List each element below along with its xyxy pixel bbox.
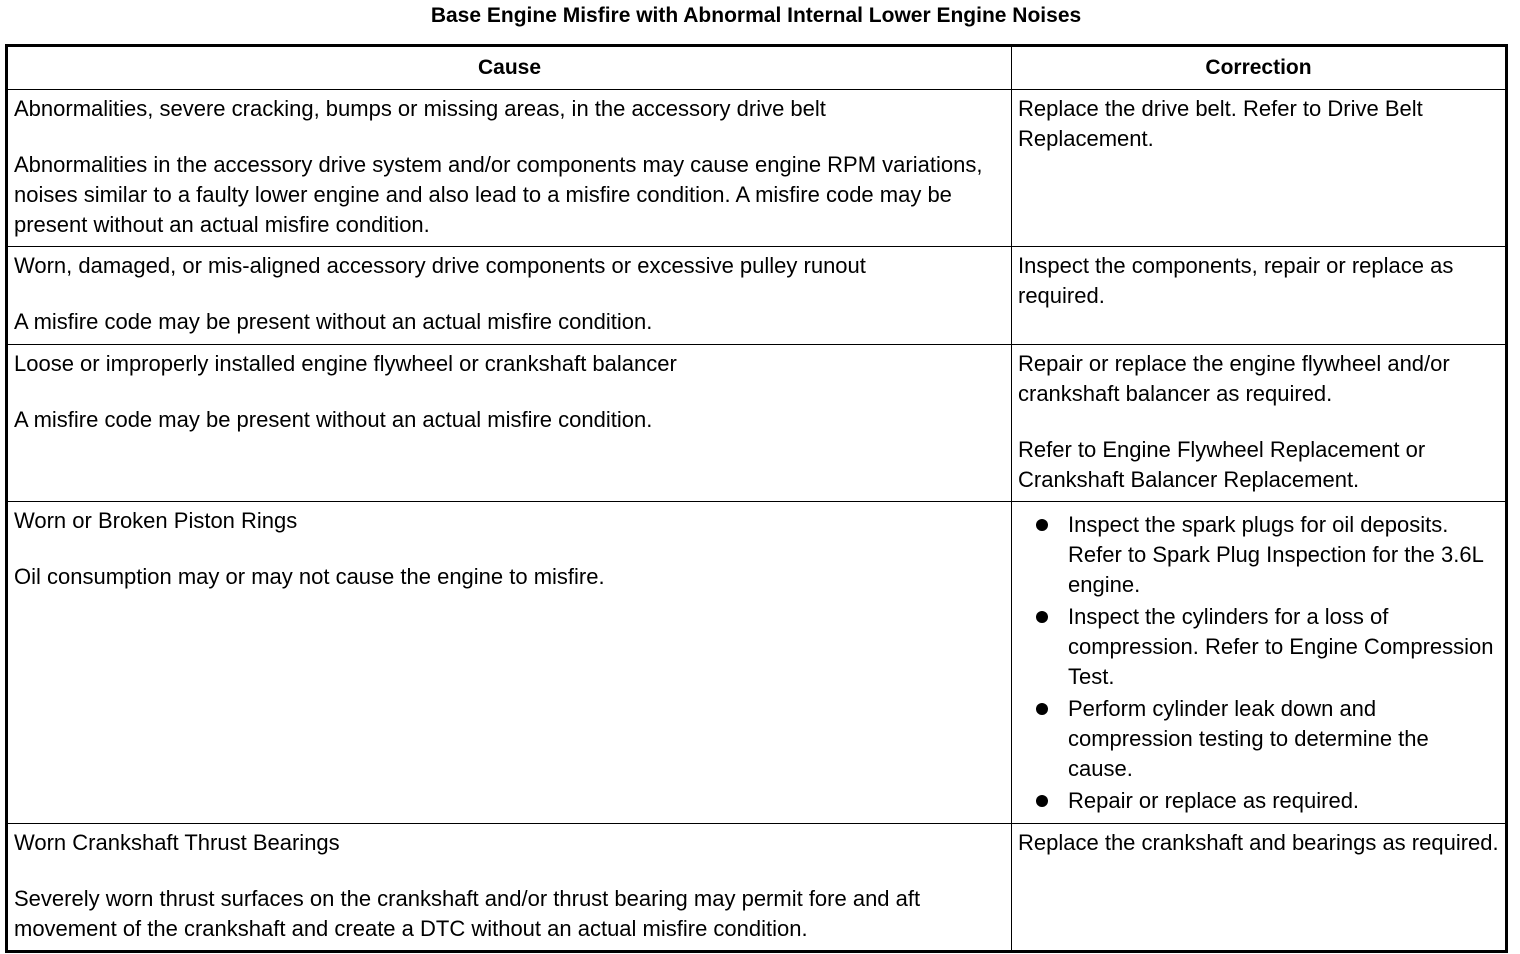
correction-cell bbox=[1012, 247, 1507, 345]
table-row bbox=[7, 90, 1507, 247]
cause-note: Severely worn thrust surfaces on the crankshaft and/or thrust bearing may permit fore and aft movement of the crankshaft and create a DTC without an actual misfire condition. bbox=[14, 886, 921, 941]
table-row bbox=[7, 502, 1507, 824]
cause-note: Oil consumption may or may not cause the engine to misfire. bbox=[14, 564, 605, 589]
cause-text: Worn or Broken Piston Rings bbox=[14, 508, 298, 533]
correction-cell bbox=[1012, 502, 1507, 824]
cause-cell bbox=[7, 824, 1012, 952]
correction-text: Repair or replace the engine flywheel and/or crankshaft balancer as required. bbox=[1018, 351, 1450, 406]
cause-cell bbox=[7, 502, 1012, 824]
correction-bullet: Inspect the cylinders for a loss of compression. Refer to Engine Compression Test. bbox=[1068, 602, 1499, 692]
cause-note: Abnormalities in the accessory drive system and/or components may cause engine RPM variations, noises similar to a faulty lower engine and also lead to a misfire condition. A misfire code may be present without an actual misfire condition. bbox=[14, 152, 983, 237]
misfire-table bbox=[5, 44, 1508, 953]
correction-cell bbox=[1012, 824, 1507, 952]
correction-reference: Refer to Engine Flywheel Replacement or Crankshaft Balancer Replacement. bbox=[1018, 437, 1426, 492]
correction-text: Replace the crankshaft and bearings as required. bbox=[1018, 830, 1499, 855]
correction-bullet: Inspect the spark plugs for oil deposits. Refer to Spark Plug Inspection for the 3.6L engine. bbox=[1068, 510, 1499, 600]
cause-text: Loose or improperly installed engine flywheel or crankshaft balancer bbox=[14, 351, 677, 376]
correction-text: Replace the drive belt. Refer to Drive Belt Replacement. bbox=[1018, 96, 1423, 151]
correction-list bbox=[1018, 510, 1499, 816]
cause-cell bbox=[7, 345, 1012, 502]
correction-cell bbox=[1012, 90, 1507, 247]
table-row bbox=[7, 247, 1507, 345]
cause-note: A misfire code may be present without an actual misfire condition. bbox=[14, 309, 653, 334]
table-title: Base Engine Misfire with Abnormal Internal Lower Engine Noises bbox=[430, 4, 1082, 27]
table-row bbox=[7, 824, 1507, 952]
correction-text: Inspect the components, repair or replace as required. bbox=[1018, 253, 1454, 308]
cause-note: A misfire code may be present without an actual misfire condition. bbox=[14, 407, 653, 432]
cause-text: Worn Crankshaft Thrust Bearings bbox=[14, 830, 340, 855]
cause-text: Abnormalities, severe cracking, bumps or missing areas, in the accessory drive belt bbox=[14, 96, 826, 121]
table-row bbox=[7, 345, 1507, 502]
correction-bullet: Perform cylinder leak down and compression testing to determine the cause. bbox=[1068, 694, 1499, 784]
correction-bullet: Repair or replace as required. bbox=[1068, 786, 1499, 816]
header-cause: Cause bbox=[7, 46, 1012, 90]
header-row bbox=[7, 46, 1507, 90]
correction-cell bbox=[1012, 345, 1507, 502]
header-correction: Correction bbox=[1012, 46, 1507, 90]
cause-cell bbox=[7, 90, 1012, 247]
cause-cell bbox=[7, 247, 1012, 345]
cause-text: Worn, damaged, or mis-aligned accessory drive components or excessive pulley runout bbox=[14, 253, 866, 278]
